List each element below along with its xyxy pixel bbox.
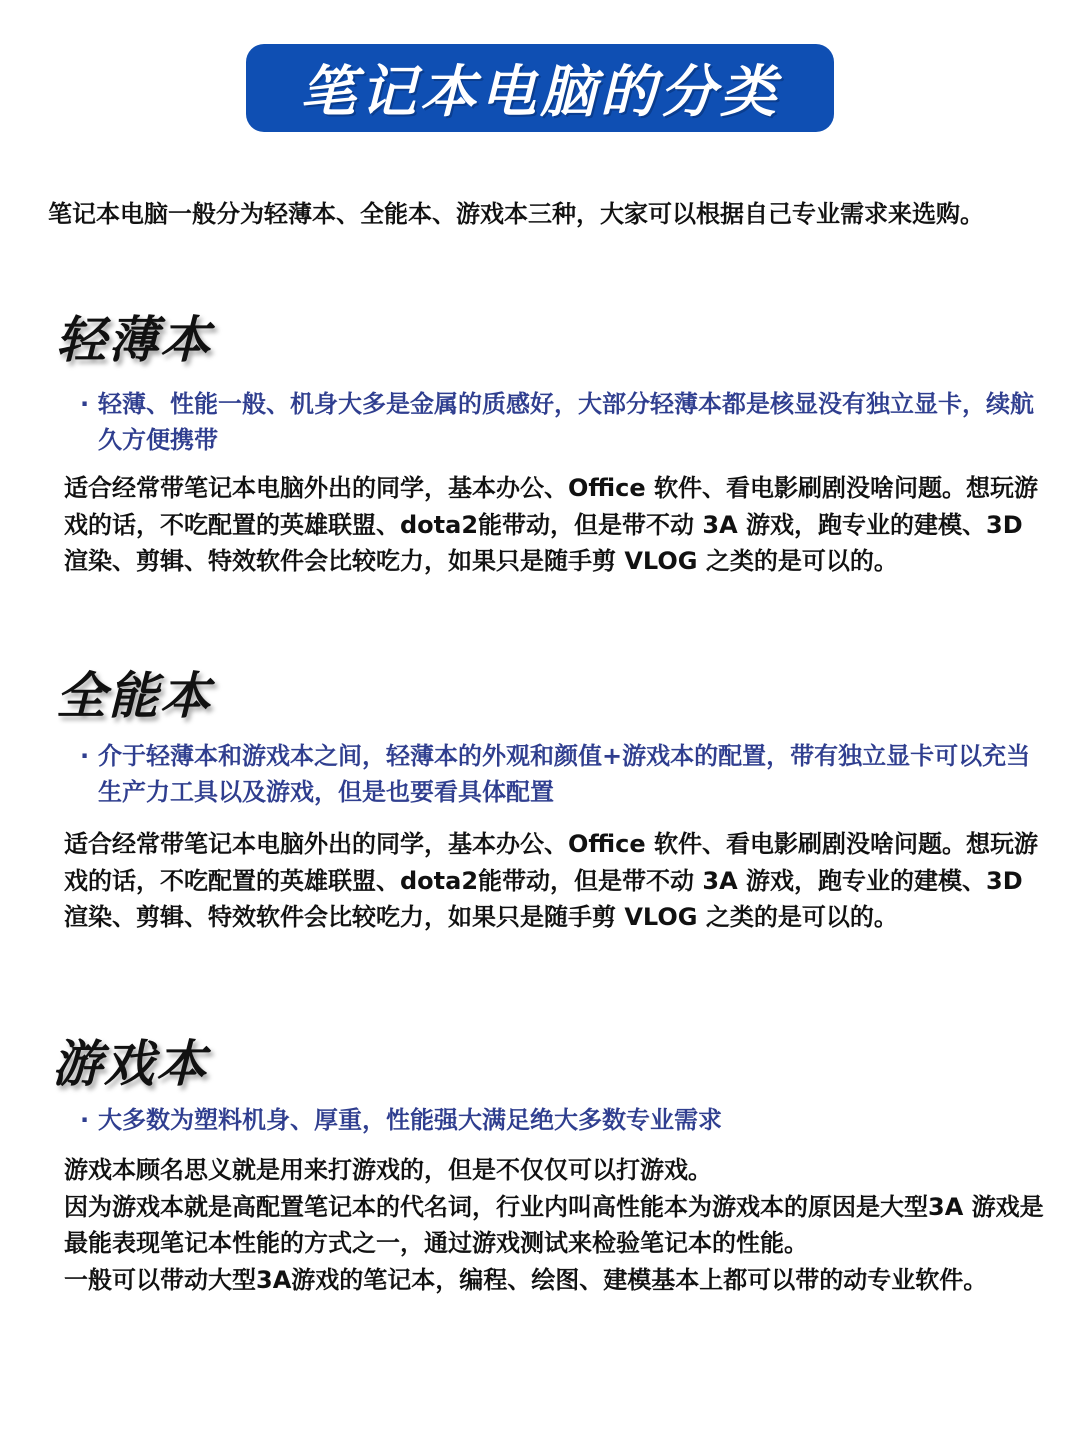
bullet-dot-icon: · bbox=[80, 1106, 90, 1134]
section-bullet bbox=[80, 386, 1048, 458]
bullet-text: 介于轻薄本和游戏本之间，轻薄本的外观和颜值+游戏本的配置，带有独立显卡可以充当生产力工具以及游戏，但是也要看具体配置 bbox=[98, 742, 1031, 806]
section-heading: 轻薄本 bbox=[56, 311, 212, 369]
bullet-dot-icon: · bbox=[80, 390, 90, 418]
body-line: 游戏本顾名思义就是用来打游戏的，但是不仅仅可以打游戏。 bbox=[64, 1156, 712, 1184]
bullet-dot-icon: · bbox=[80, 742, 90, 770]
title-banner bbox=[246, 44, 834, 132]
body-line: 适合经常带笔记本电脑外出的同学，基本办公、Office 软件、看电影刷剧没啥问题。想玩游戏的话，不吃配置的英雄联盟、dota2能带动，但是带不动 3A 游戏，跑专业的建模、3D渲染、剪辑、特效软件会比较吃力，如果只是随手剪 VLOG 之类的是可以的。 bbox=[64, 474, 1039, 575]
section-heading: 全能本 bbox=[56, 667, 212, 725]
section-body bbox=[64, 826, 1044, 936]
bullet-text: 大多数为塑料机身、厚重，性能强大满足绝大多数专业需求 bbox=[98, 1106, 722, 1134]
body-line: 一般可以带动大型3A游戏的笔记本，编程、绘图、建模基本上都可以带的动专业软件。 bbox=[64, 1265, 988, 1294]
section-bullet bbox=[80, 738, 1048, 810]
section-body bbox=[64, 470, 1044, 580]
section-bullet bbox=[80, 1102, 1048, 1138]
page-title: 笔记本电脑的分类 bbox=[300, 60, 780, 125]
body-line: 适合经常带笔记本电脑外出的同学，基本办公、Office 软件、看电影刷剧没啥问题。想玩游戏的话，不吃配置的英雄联盟、dota2能带动，但是带不动 3A 游戏，跑专业的建模、3D渲染、剪辑、特效软件会比较吃力，如果只是随手剪 VLOG 之类的是可以的。 bbox=[64, 830, 1039, 931]
bullet-text: 轻薄、性能一般、机身大多是金属的质感好，大部分轻薄本都是核显没有独立显卡，续航久方便携带 bbox=[98, 390, 1034, 454]
body-line: 因为游戏本就是高配置笔记本的代名词，行业内叫高性能本为游戏本的原因是大型3A 游戏是最能表现笔记本性能的方式之一，通过游戏测试来检验笔记本的性能。 bbox=[64, 1192, 1044, 1257]
section-heading: 游戏本 bbox=[52, 1035, 208, 1093]
intro-paragraph: 笔记本电脑一般分为轻薄本、全能本、游戏本三种，大家可以根据自己专业需求来选购。 bbox=[48, 200, 984, 228]
section-body bbox=[64, 1152, 1044, 1298]
